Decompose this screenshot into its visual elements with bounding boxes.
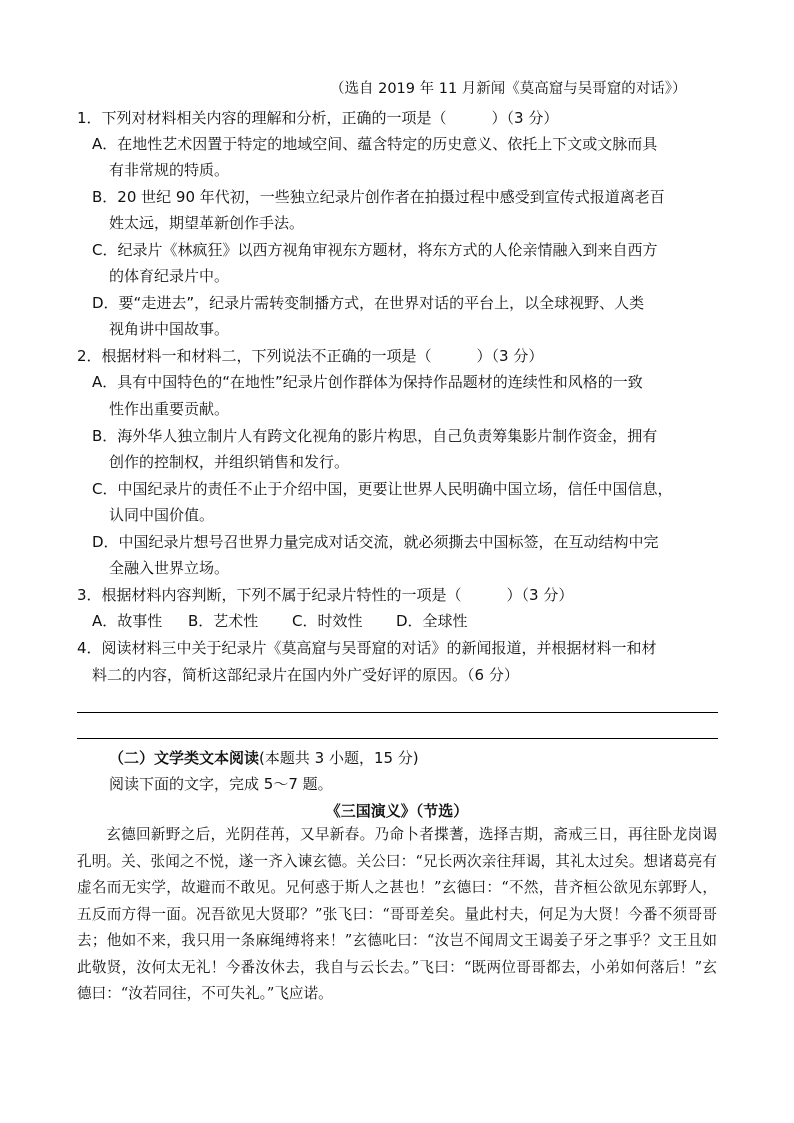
source-citation: （选自 2019 年 11 月新闻《莫高窟与吴哥窟的对话》）	[330, 81, 687, 97]
question-4-stem-cont: 料二的内容，简析这部纪录片在国内外广受好评的原因。（6 分）	[92, 666, 519, 684]
q1-option-c: C．纪录片《林疯狂》以西方视角审视东方题材，将东方式的人伦亲情融入到来自西方	[92, 241, 658, 259]
q2-option-b: B．海外华人独立制片人有跨文化视角的影片构思，自己负责筹集影片制作资金，拥有	[92, 427, 658, 445]
question-1-stem: 1．下列对材料相关内容的理解和分析，正确的一项是（ ）（3 分）	[77, 109, 559, 127]
q1-option-a-cont: 有非常规的特质。	[109, 161, 230, 179]
q2-option-b-cont: 创作的控制权，并组织销售和发行。	[109, 453, 350, 471]
answer-line-1	[77, 712, 718, 713]
q1-option-c-cont: 的体育纪录片中。	[109, 267, 230, 285]
q3-choice-b: B．艺术性	[188, 612, 259, 630]
q3-choice-c: C．时效性	[292, 612, 363, 630]
q3-choice-d: D．全球性	[396, 612, 468, 630]
q3-choice-a: A．故事性	[92, 612, 163, 630]
excerpt-paragraph: 玄德回新野之后，光阴荏苒，又早新春。乃命卜者揲蓍，选择吉期，斋戒三日，再往卧龙岗谒孔明。关、张闻之不悦，遂一齐入谏玄德。关公曰：“兄长两次亲往拜谒，其礼太过矣。想诸葛亮有虚名而无实学，故避而不敢见。兄何惑于斯人之甚也！”玄德曰：“不然，昔齐桓公欲见东郭野人，五反而方得一面。况吾欲见大贤耶？”张飞曰：“哥哥差矣。量此村夫，何足为大贤！今番不须哥哥去；他如不来，我只用一条麻绳缚将来！”玄德叱曰：“汝岂不闻周文王谒姜子牙之事乎？文王且如此敬贤，汝何太无礼！今番汝休去，我自与云长去。”飞曰：“既两位哥哥都去，小弟如何落后！”玄德曰：“汝若同往，不可失礼。”飞应诺。	[77, 826, 717, 1002]
q1-option-a: A．在地性艺术因置于特定的地域空间、蕴含特定的历史意义、依托上下文或文脉而具	[92, 135, 658, 153]
section-title: （二）文学类文本阅读	[109, 749, 260, 767]
q1-option-b: B．20 世纪 90 年代初，一些独立纪录片创作者在拍摄过程中感受到宣传式报道离老百	[92, 188, 665, 206]
q2-option-d-cont: 全融入世界立场。	[109, 559, 230, 577]
q2-option-a-cont: 性作出重要贡献。	[109, 400, 230, 418]
question-4-stem: 4．阅读材料三中关于纪录片《莫高窟与吴哥窟的对话》的新闻报道，并根据材料一和材	[77, 639, 657, 657]
q1-option-b-cont: 姓太远，期望革新创作手法。	[109, 214, 305, 232]
section-instruction: 阅读下面的文字，完成 5～7 题。	[109, 775, 333, 793]
answer-line-2	[77, 738, 718, 739]
question-3-stem: 3．根据材料内容判断，下列不属于纪录片特性的一项是（ ）（3 分）	[77, 586, 574, 604]
question-2-stem: 2．根据材料一和材料二，下列说法不正确的一项是（ ）（3 分）	[77, 347, 544, 365]
q2-option-a: A．具有中国特色的“在地性”纪录片创作群体为保持作品题材的连续性和风格的一致	[92, 373, 643, 391]
excerpt-title: 《三国演义》（节选）	[325, 802, 469, 820]
q2-option-d: D．中国纪录片想号召世界力量完成对话交流，就必须撕去中国标签，在互动结构中完	[92, 533, 659, 551]
q1-option-d: D．要“走进去”，纪录片需转变制播方式，在世界对话的平台上，以全球视野、人类	[92, 294, 645, 312]
section-meta: (本题共 3 小题，15 分)	[259, 749, 419, 767]
q2-option-c-cont: 认同中国价值。	[109, 506, 215, 524]
q1-option-d-cont: 视角讲中国故事。	[109, 320, 230, 338]
q3-choices	[92, 611, 468, 631]
q2-option-c: C．中国纪录片的责任不止于介绍中国，更要让世界人民明确中国立场，信任中国信息，	[92, 480, 673, 498]
section-heading	[109, 748, 419, 768]
